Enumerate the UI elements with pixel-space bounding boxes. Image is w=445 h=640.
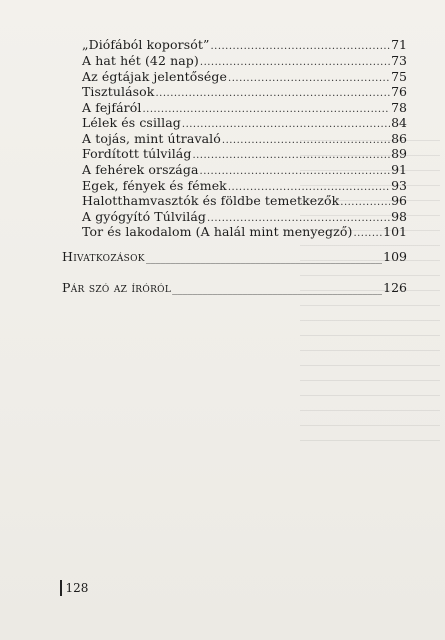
toc-entry-page: 75 <box>391 69 407 84</box>
toc-entry-page: 78 <box>391 100 407 115</box>
toc-entry-page: 91 <box>391 162 407 177</box>
toc-entry <box>82 224 407 241</box>
toc-section <box>62 280 407 297</box>
toc-entry-title: A fehérek országa <box>82 162 199 177</box>
footer-rule <box>60 580 62 596</box>
toc-entry-title: Tor és lakodalom (A halál mint menyegző) <box>82 224 353 239</box>
toc-entry-page: 93 <box>391 178 407 193</box>
toc-entry <box>82 84 407 101</box>
toc-entry-page: 89 <box>391 146 407 161</box>
toc-entry-page: 96 <box>391 193 407 208</box>
toc-section-title: Hivatkozások <box>62 249 145 264</box>
toc-entry-title: Fordított túlvilág <box>82 146 192 161</box>
toc-entry-page: 84 <box>391 115 407 130</box>
toc-entry-page: 98 <box>391 209 407 224</box>
leader-dots <box>210 39 390 54</box>
toc-entry <box>82 115 407 132</box>
toc-section-title: Pár szó az íróról <box>62 280 172 295</box>
toc-entry-page: 71 <box>391 37 407 52</box>
toc-entry <box>82 146 407 163</box>
toc-section-page: 109 <box>383 249 407 264</box>
toc-entry-title: Egek, fények és fémek <box>82 178 227 193</box>
leader-dots <box>155 86 390 101</box>
toc-entry-title: A gyógyító Túlvilág <box>82 209 206 224</box>
toc-entry <box>82 193 407 210</box>
toc-section <box>62 249 407 266</box>
toc-entry <box>82 162 407 179</box>
toc-entry-page: 73 <box>391 53 407 68</box>
leader-line <box>172 282 382 297</box>
page-footer <box>60 580 88 596</box>
toc-entry-title: „Diófából koporsót” <box>82 37 210 52</box>
toc-entry-page: 101 <box>383 224 407 239</box>
toc-entry-title: A tojás, mint útravaló <box>82 131 221 146</box>
toc-entry-page: 86 <box>391 131 407 146</box>
toc-entry-page: 76 <box>391 84 407 99</box>
toc-entry-title: A hat hét (42 nap) <box>82 53 199 68</box>
toc-entry-title: Az égtájak jelentősége <box>82 69 228 84</box>
leader-line <box>146 251 382 266</box>
leader-dots <box>182 117 390 132</box>
toc-entry <box>82 37 407 54</box>
toc-section-page: 126 <box>383 280 407 295</box>
toc-entry-title: A fejfáról <box>82 100 142 115</box>
leader-dots <box>353 226 382 241</box>
toc-entry-title: Halotthamvasztók és földbe temetkezők <box>82 193 340 208</box>
page-number: 128 <box>65 581 89 595</box>
leader-dots <box>200 55 390 70</box>
toc-entry <box>82 53 407 70</box>
leader-dots <box>340 195 390 210</box>
toc-entry-title: Lélek és csillag <box>82 115 181 130</box>
leader-dots <box>192 148 390 163</box>
toc-entry-title: Tisztulások <box>82 84 155 99</box>
leader-dots <box>200 164 391 179</box>
